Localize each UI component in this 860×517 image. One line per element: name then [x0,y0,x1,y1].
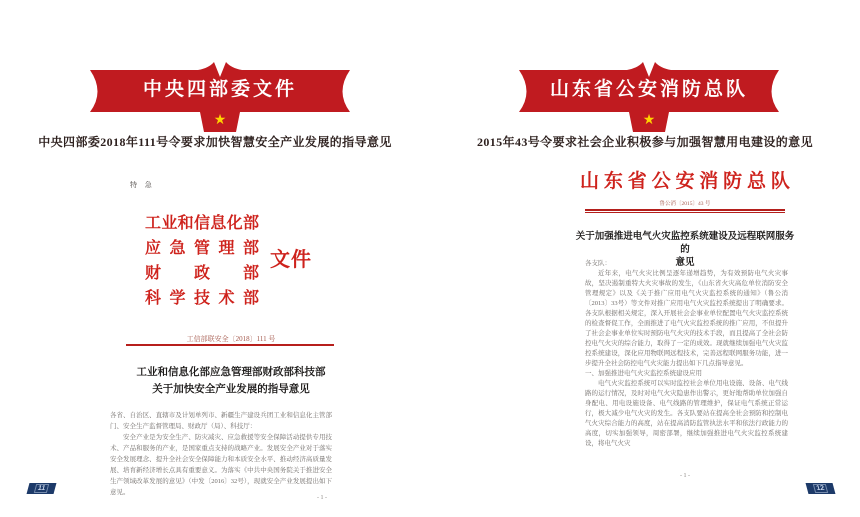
doc-title-line-1: 关于加强推进电气火灾监控系统建设及远程联网服务的 [575,232,795,255]
page-heading-right: 2015年43号令要求社会企业积极参与加强智慧用电建设的意见 [476,135,813,149]
body-paragraph-left: 安全产业是为安全生产、防灾减灾、应急救援等安全保障活动提供专用技术、产品和服务的产业，是国家重点支持的战略产业。发展安全产业对于落实安全发展理念、提升全社会安全保障能力和本质安全水平、推动经济高质量发展、培育新经济增长点具有重要意义。为落实《中共中央国务院关于推进安全生产领域改革发展的意见》（中发〔2016〕32号），现就安全产业发展提出如下意见。 [110,434,332,496]
corner-page-badge-right [806,483,836,494]
salutation-left: 各省、自治区、直辖市及计划单列市、新疆生产建设兵团工业和信息化主管部门、安全生产监督管理局、财政厅（局）、科技厅： [110,412,332,430]
doc-number-right: 鲁公消〔2015〕43 号 [659,201,711,207]
letterhead-line-4: 科 学 技 术 部 [145,290,259,307]
doc-page-footer-right: - 1 - [680,473,690,479]
banner-title: 山东省公安消防总队 [549,78,748,100]
ribbon-banner-left [88,62,352,134]
urgency-label: 特 急 [130,181,155,189]
doc-title-line-2: 关于加快安全产业发展的指导意见 [152,384,310,395]
letterhead-block [145,209,259,309]
corner-page-badge-left [27,483,57,494]
red-rule-left [126,344,334,346]
section-heading-right: 一、加强推进电气火灾监控系统建设应用 [585,370,702,377]
doc-title-left [111,364,351,398]
letterhead-title-right: 山 东 省 公 安 消 防 总 队 [580,171,790,192]
letterhead-line-3: 财 政 部 [145,265,259,282]
doc-number-left: 工信部联安全〔2018〕111 号 [186,335,276,343]
doc-body-right [585,259,788,449]
star-icon: ★ [213,113,227,128]
doc-page-footer-left: - 1 - [317,495,327,501]
body-paragraph-1-right: 近年来，电气火灾比例呈逐年递增趋势，为有效预防电气火灾事故，坚决遏制重特大火灾事故的发生，《山东省火灾高危单位消防安全管理规定》以及《关于推广应用电气火灾监控系统的通知》（鲁公消〔2013〕33号）等文件对推广应用电气火灾监控系统提出了明确要求。各支队根据相关规定，深入开展社会企事业单位配置电气火灾监控系统的检查督促工作，全面推进了电气火灾监控系统的推广应用，不但提升了社会企事业单位实时预防电气火灾的技术手段，而且提高了全社会防控电气火灾的综合能力，取得了一定的成效。现就继续加强电气火灾监控系统建设，深化应用物联网远程技术，完善远程联网服务功能，进一步提升全社会防控电气火灾能力提出如下几点指导意见。 [585,270,788,367]
page-number-left: 11 [34,484,50,493]
star-icon: ★ [642,113,656,128]
ribbon-banner-right [517,62,781,134]
doc-title-line-2: 意见 [675,258,695,268]
right-page [430,0,860,517]
page-number-right: 12 [812,484,828,493]
doc-body-left [110,410,332,498]
page-heading-left: 中央四部委2018年111号令要求加快智慧安全产业发展的指导意见 [38,135,392,149]
letterhead-line-2: 应 急 管 理 部 [145,240,259,257]
red-double-rule-right [585,209,785,213]
letterhead-line-1: 工 业 和 信 息 化 部 [145,215,259,232]
salutation-right: 各支队： [585,260,611,267]
banner-title: 中央四部委文件 [142,78,297,100]
doc-title-line-1: 工业和信息化部应急管理部财政部科技部 [136,367,326,378]
body-paragraph-2-right: 电气火灾监控系统可以实时监控社会单位用电设施、设备、电气线路的运行情况，及时对电气火灾隐患作出警示，更好地帮助单位加强自身配电、用电设施设备、电气线路的管理维护，保证电气系统正常运行，极大减少电气火灾的发生。各支队要站在提高全社会预防和控制电气火灾综合能力的高度，站在提高消防监管执法水平和依法行政能力的高度，切实加强领导，周密部署，继续加强推进电气火灾监控系统建设，将电气火灾 [585,380,788,447]
letterhead-suffix: 文件 [270,249,312,271]
